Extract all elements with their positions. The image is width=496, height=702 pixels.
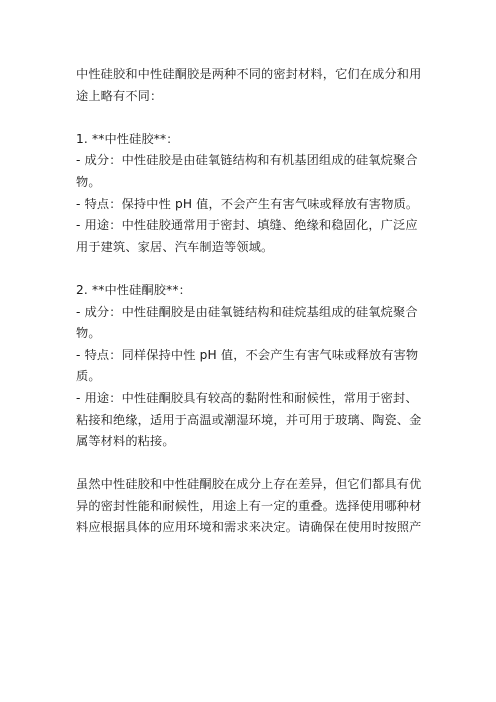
paragraph-gap (76, 107, 422, 129)
section2-composition: - 成分：中性硅酮胶是由硅氧链结构和硅烷基组成的硅氧烷聚合物。 (76, 304, 418, 341)
section2-usage: - 用途：中性硅酮胶具有较高的黏附性和耐候性，常用于密封、粘接和绝缘，适用于高温或潮湿环境，并可用于玻璃、陶瓷、金属等材料的粘接。 (76, 390, 422, 449)
document-page (76, 64, 422, 539)
section1-composition: - 成分：中性硅胶是由硅氧链结构和有机基团组成的硅氧烷聚合物。 (76, 153, 418, 189)
section2-feature: - 特点：同样保持中性 pH 值，不会产生有害气味或释放有害物质。 (76, 347, 419, 384)
section2-heading: 2. **中性硅酮胶**： (76, 282, 191, 297)
intro-paragraph: 中性硅胶和中性硅酮胶是两种不同的密封材料，它们在成分和用途上略有不同： (76, 67, 422, 103)
conclusion-paragraph: 虽然中性硅胶和中性硅酮胶在成分上存在差异，但它们都具有优异的密封性能和耐候性，用途上有一定的重叠。选择使用哪种材料应根据具体的应用环境和需求来决定。请确保在使用时按照产 (76, 477, 422, 535)
paragraph-gap (76, 258, 422, 280)
section1-usage: - 用途：中性硅胶通常用于密封、填缝、绝缘和稳固化，广泛应用于建筑、家居、汽车制造等领域。 (76, 218, 418, 254)
paragraph-gap (76, 453, 422, 475)
section1-heading: 1. **中性硅胶**： (76, 131, 179, 146)
section1-feature: - 特点：保持中性 pH 值，不会产生有害气味或释放有害物质。 (76, 196, 419, 211)
